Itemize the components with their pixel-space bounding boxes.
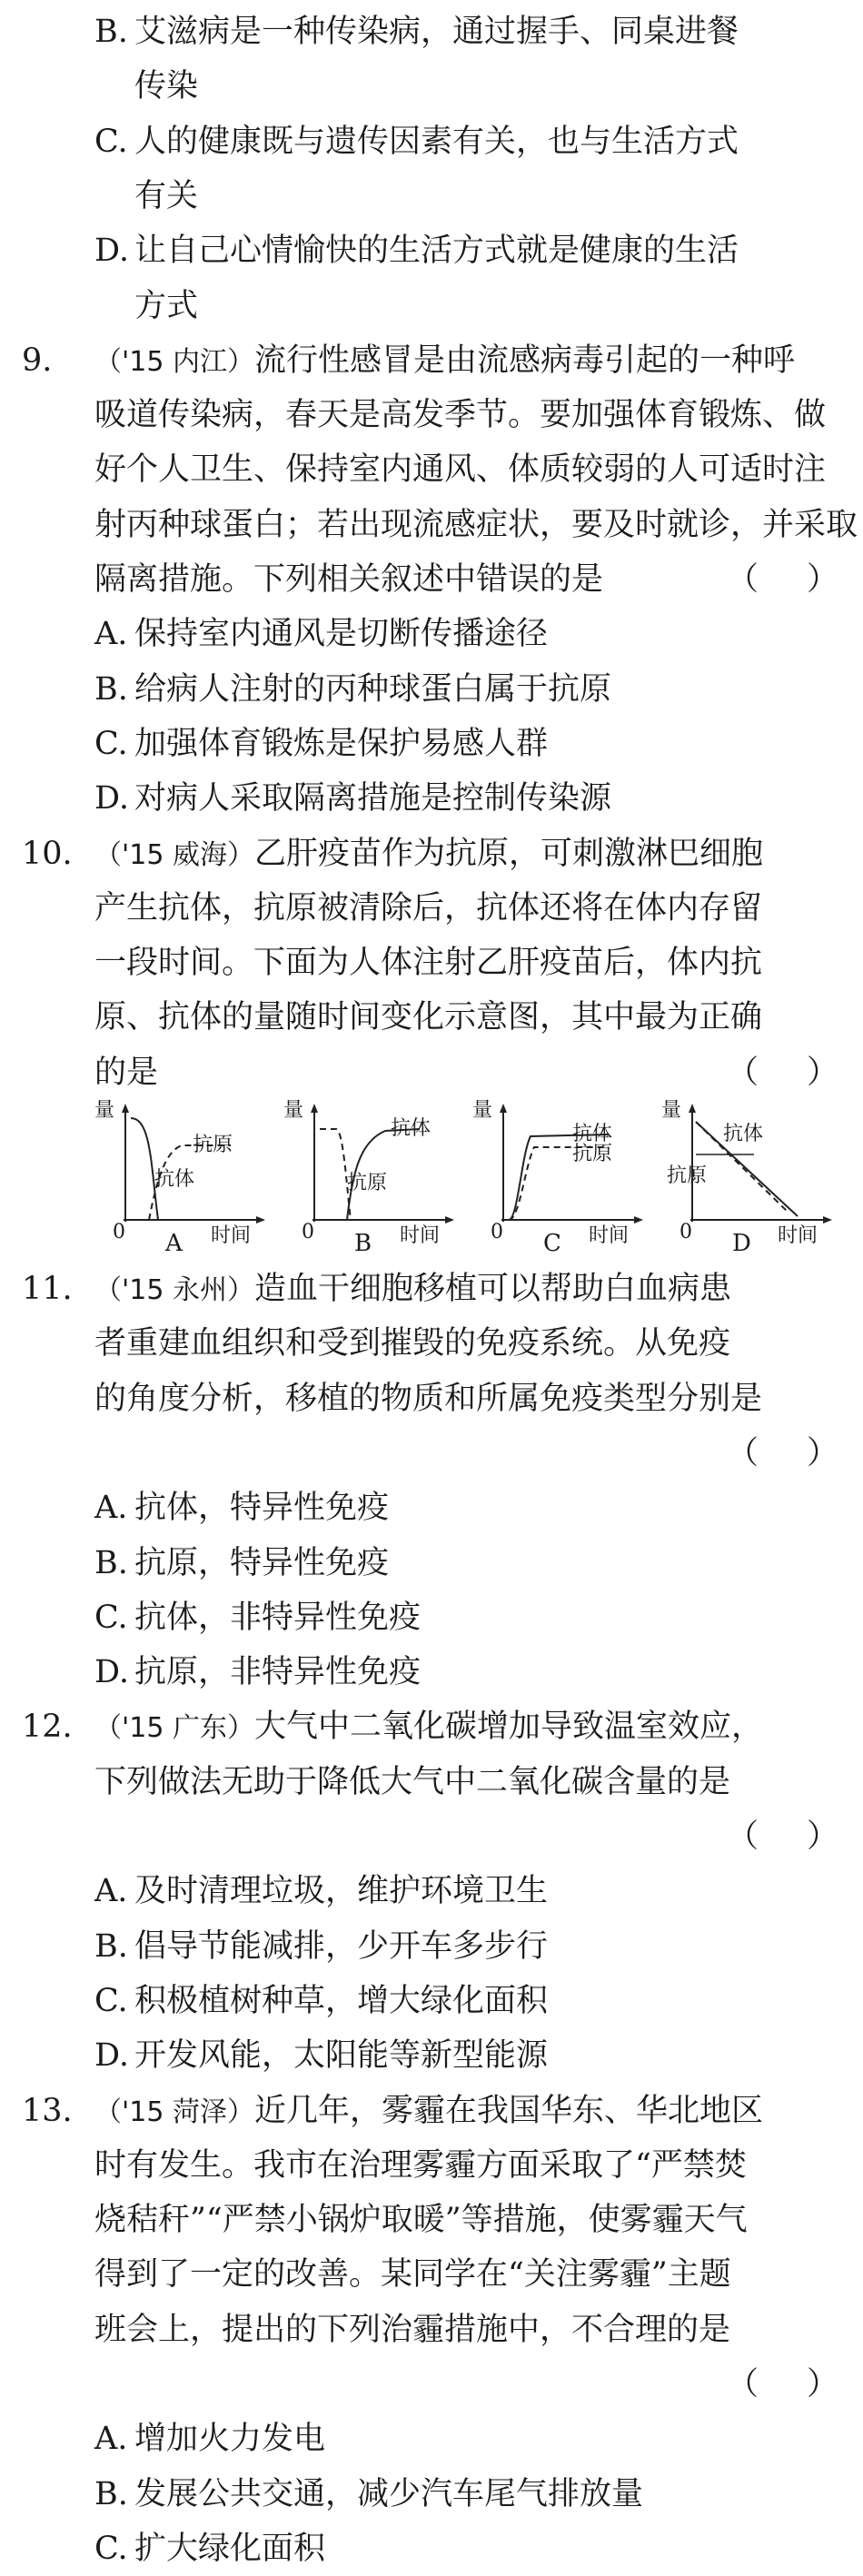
y-axis-label: 量 [661, 1099, 682, 1122]
question-stem-text: 产生抗体，抗原被清除后，抗体还将在体内存留 [94, 889, 763, 926]
origin-label: 0 [491, 1221, 503, 1243]
question-stem-text: 隔离措施。下列相关叙述中错误的是 [94, 561, 604, 598]
question-number: 11. [22, 1271, 73, 1307]
question-stem-line [0, 2193, 863, 2247]
option-line [0, 2522, 863, 2576]
question-stem-line [0, 388, 863, 442]
series-label-1: 抗原 [193, 1134, 233, 1156]
option-line [0, 1864, 863, 1918]
series-label-1: 抗体 [391, 1117, 432, 1140]
question-stem-text: 烧秸秆”“严禁小锅炉取暖”等措施，使雾霾天气 [94, 2202, 748, 2239]
paren-open: （ [727, 561, 759, 598]
answer-blank-line [0, 1809, 863, 1864]
option-label[interactable]: A. [94, 1490, 128, 1527]
paren-close: ） [807, 1054, 839, 1091]
question-header [0, 2084, 863, 2138]
option-text[interactable]: 对病人采取隔离措施是控制传染源 [134, 780, 612, 817]
question-stem-line [0, 1755, 863, 1809]
option-text[interactable]: 艾滋病是一种传染病，通过握手、同桌进餐 [134, 14, 739, 50]
paren-open: （ [727, 1054, 759, 1091]
question-stem-line [0, 2247, 863, 2302]
question-stem-text: 时有发生。我市在治理雾霾方面采取了“严禁焚 [94, 2146, 747, 2184]
answer-blank-line [0, 1426, 863, 1481]
option-label[interactable]: B. [94, 1544, 128, 1581]
graph-option-letter: C [543, 1230, 561, 1257]
option-label[interactable]: A. [94, 2421, 128, 2458]
question-source: （'15 永州） [94, 1274, 254, 1306]
question-stem-text: 的是 [94, 1054, 159, 1091]
option-label[interactable]: B. [94, 2475, 128, 2512]
question-stem-line [0, 2138, 863, 2193]
question-stem-line [0, 442, 863, 497]
option-line [0, 5, 863, 59]
option-text[interactable]: 让自己心情愉快的生活方式就是健康的生活 [134, 233, 739, 270]
paren-close: ） [807, 1818, 839, 1855]
origin-label: 0 [113, 1221, 125, 1243]
question-stem-line [0, 990, 863, 1045]
question-stem-text: 班会上，提出的下列治霾措施中，不合理的是 [94, 2311, 731, 2348]
option-line [0, 662, 863, 717]
question-stem [94, 1262, 731, 1318]
option-label[interactable]: B. [94, 670, 128, 708]
graph-plot [472, 1100, 654, 1236]
option-text-continued: 有关 [134, 177, 199, 214]
option-text-continued: 传染 [134, 68, 199, 105]
option-text[interactable]: 人的健康既与遗传因素有关，也与生活方式 [134, 123, 739, 160]
option-continuation [0, 59, 863, 114]
question-stem-line [0, 498, 863, 552]
question-stem-text: 好个人卫生、保持室内通风、体质较弱的人可适时注 [94, 451, 827, 489]
option-line [0, 223, 863, 278]
y-axis-label: 量 [94, 1099, 115, 1122]
question-stem-text: 近几年，雾霾在我国华东、华北地区 [253, 2092, 763, 2129]
option-label[interactable]: D. [94, 233, 129, 270]
question-stem [94, 333, 795, 390]
question-header [0, 333, 863, 388]
question-stem-line [0, 1316, 863, 1371]
graph-panel[interactable] [94, 1100, 276, 1256]
option-line [0, 2467, 863, 2522]
y-axis-arrow [311, 1104, 318, 1113]
origin-label: 0 [679, 1221, 692, 1243]
question-number: 12. [22, 1709, 73, 1746]
option-label[interactable]: A. [94, 616, 128, 653]
x-axis-label: 时间 [589, 1224, 630, 1247]
question-stem-line [0, 2303, 863, 2357]
option-text[interactable]: 及时清理垃圾，维护环境卫生 [134, 1873, 549, 1910]
option-label[interactable]: D. [94, 780, 129, 817]
option-line [0, 1645, 863, 1699]
option-label[interactable]: C. [94, 123, 128, 160]
answer-blank-line [0, 2357, 863, 2412]
question-number: 13. [22, 2092, 73, 2129]
question-source: （'15 广东） [94, 1712, 254, 1745]
question-stem [94, 1699, 763, 1756]
question-stem-line [0, 881, 863, 936]
x-axis-label: 时间 [211, 1224, 252, 1247]
option-label[interactable]: C. [94, 1599, 128, 1636]
option-text[interactable]: 扩大绿化面积 [134, 2530, 326, 2567]
y-axis-label: 量 [472, 1099, 493, 1122]
option-text[interactable]: 积极植树种草，增大绿化面积 [134, 1982, 549, 2019]
question-stem-line [0, 936, 863, 990]
answer-graphs [94, 1100, 848, 1256]
paren-close: ） [807, 561, 839, 598]
option-line [0, 1919, 863, 1974]
question-stem-text: 原、抗体的量随时间变化示意图，其中最为正确 [94, 999, 763, 1036]
option-label[interactable]: C. [94, 725, 128, 762]
series-label-2: 抗体 [154, 1168, 195, 1191]
option-line [0, 1974, 863, 2028]
option-text[interactable]: 抗原，特异性免疫 [134, 1544, 390, 1581]
option-text[interactable]: 发展公共交通，减少汽车尾气排放量 [134, 2475, 644, 2512]
question-stem-text: 得到了一定的改善。某同学在“关注雾霾”主题 [94, 2256, 731, 2294]
question-number: 10. [22, 835, 73, 872]
option-line [0, 771, 863, 826]
graph-plot [283, 1100, 465, 1236]
option-text[interactable]: 抗体，非特异性免疫 [134, 1599, 422, 1636]
graph-option-letter: A [165, 1230, 183, 1257]
paren-open: （ [727, 1434, 759, 1471]
option-label[interactable]: C. [94, 2530, 128, 2567]
question-stem-text: 射丙种球蛋白；若出现流感症状，要及时就诊，并采取 [94, 506, 858, 543]
option-line [0, 1590, 863, 1645]
question-stem-line [0, 1372, 863, 1426]
option-continuation [0, 169, 863, 223]
option-text[interactable]: 抗原，非特异性免疫 [134, 1654, 422, 1691]
option-label[interactable]: C. [94, 1982, 128, 2019]
question-stem-text: 下列做法无助于降低大气中二氧化碳含量的是 [94, 1763, 731, 1800]
question-stem-text: 造血干细胞移植可以帮助白血病患 [253, 1271, 731, 1307]
question-stem-text: 乙肝疫苗作为抗原，可刺激淋巴细胞 [253, 835, 763, 872]
graph-panel[interactable] [661, 1100, 843, 1256]
paren-open: （ [727, 2366, 759, 2403]
paren-close: ） [807, 1434, 839, 1471]
graph-option-letter: B [354, 1230, 372, 1257]
option-line [0, 2412, 863, 2466]
x-axis-arrow [445, 1216, 454, 1224]
question-stem-text: 者重建血组织和受到摧毁的免疫系统。从免疫 [94, 1325, 731, 1362]
question-stem [94, 2084, 763, 2140]
x-axis-arrow [634, 1216, 643, 1224]
option-label[interactable]: B. [94, 14, 128, 50]
option-text[interactable]: 增加火力发电 [134, 2421, 326, 2458]
option-continuation [0, 279, 863, 333]
x-axis-label: 时间 [778, 1224, 818, 1247]
y-axis-arrow [689, 1104, 696, 1113]
question-source: （'15 威海） [94, 838, 254, 871]
option-text[interactable]: 给病人注射的丙种球蛋白属于抗原 [134, 670, 612, 708]
option-line [0, 114, 863, 169]
question-header [0, 1262, 863, 1316]
question-source: （'15 内江） [94, 345, 254, 378]
option-line [0, 717, 863, 771]
question-stem-text: 的角度分析，移植的物质和所属免疫类型分别是 [94, 1380, 763, 1417]
x-axis-label: 时间 [400, 1224, 441, 1247]
x-axis-arrow [256, 1216, 265, 1224]
antigen-curve [320, 1129, 351, 1220]
option-text-continued: 方式 [134, 287, 199, 324]
origin-label: 0 [302, 1221, 314, 1243]
series-label-1: 抗体 [572, 1123, 613, 1145]
option-label[interactable]: A. [94, 1873, 128, 1910]
question-stem-text: 吸道传染病，春天是高发季节。要加强体育锻炼、做 [94, 397, 827, 434]
option-line [0, 607, 863, 661]
y-axis-arrow [500, 1104, 507, 1113]
question-stem-line [0, 552, 863, 607]
option-text[interactable]: 保持室内通风是切断传播途径 [134, 616, 549, 653]
option-text[interactable]: 倡导节能减排，少开车多步行 [134, 1927, 549, 1965]
option-text[interactable]: 开发风能，太阳能等新型能源 [134, 2037, 549, 2075]
series-label-1: 抗体 [723, 1123, 764, 1145]
question-stem-text: 大气中二氧化碳增加导致温室效应， [253, 1709, 763, 1746]
question-stem [94, 827, 763, 883]
option-line [0, 2028, 863, 2083]
option-line [0, 1536, 863, 1590]
question-source: （'15 菏泽） [94, 2095, 254, 2128]
graph-panel[interactable] [472, 1100, 654, 1256]
option-text[interactable]: 抗体，特异性免疫 [134, 1490, 390, 1527]
option-label[interactable]: D. [94, 1654, 129, 1691]
question-number: 9. [22, 342, 53, 379]
graph-panel[interactable] [283, 1100, 465, 1256]
question-stem-text: 流行性感冒是由流感病毒引起的一种呼 [253, 342, 795, 379]
option-text[interactable]: 加强体育锻炼是保护易感人群 [134, 725, 549, 762]
option-label[interactable]: B. [94, 1927, 128, 1965]
question-stem-line [0, 1045, 863, 1100]
paren-open: （ [727, 1818, 759, 1855]
series-label-2: 抗原 [667, 1164, 708, 1187]
y-axis-arrow [122, 1104, 129, 1113]
series-label-2: 抗原 [572, 1143, 613, 1165]
option-line [0, 1481, 863, 1535]
question-header [0, 827, 863, 881]
x-axis-arrow [823, 1216, 832, 1224]
question-stem-text: 一段时间。下面为人体注射乙肝疫苗后，体内抗 [94, 945, 763, 982]
y-axis-label: 量 [283, 1099, 304, 1122]
paren-close: ） [807, 2366, 839, 2403]
question-header [0, 1699, 863, 1754]
graph-option-letter: D [732, 1230, 751, 1257]
option-label[interactable]: D. [94, 2037, 129, 2075]
series-label-2: 抗原 [347, 1172, 388, 1194]
